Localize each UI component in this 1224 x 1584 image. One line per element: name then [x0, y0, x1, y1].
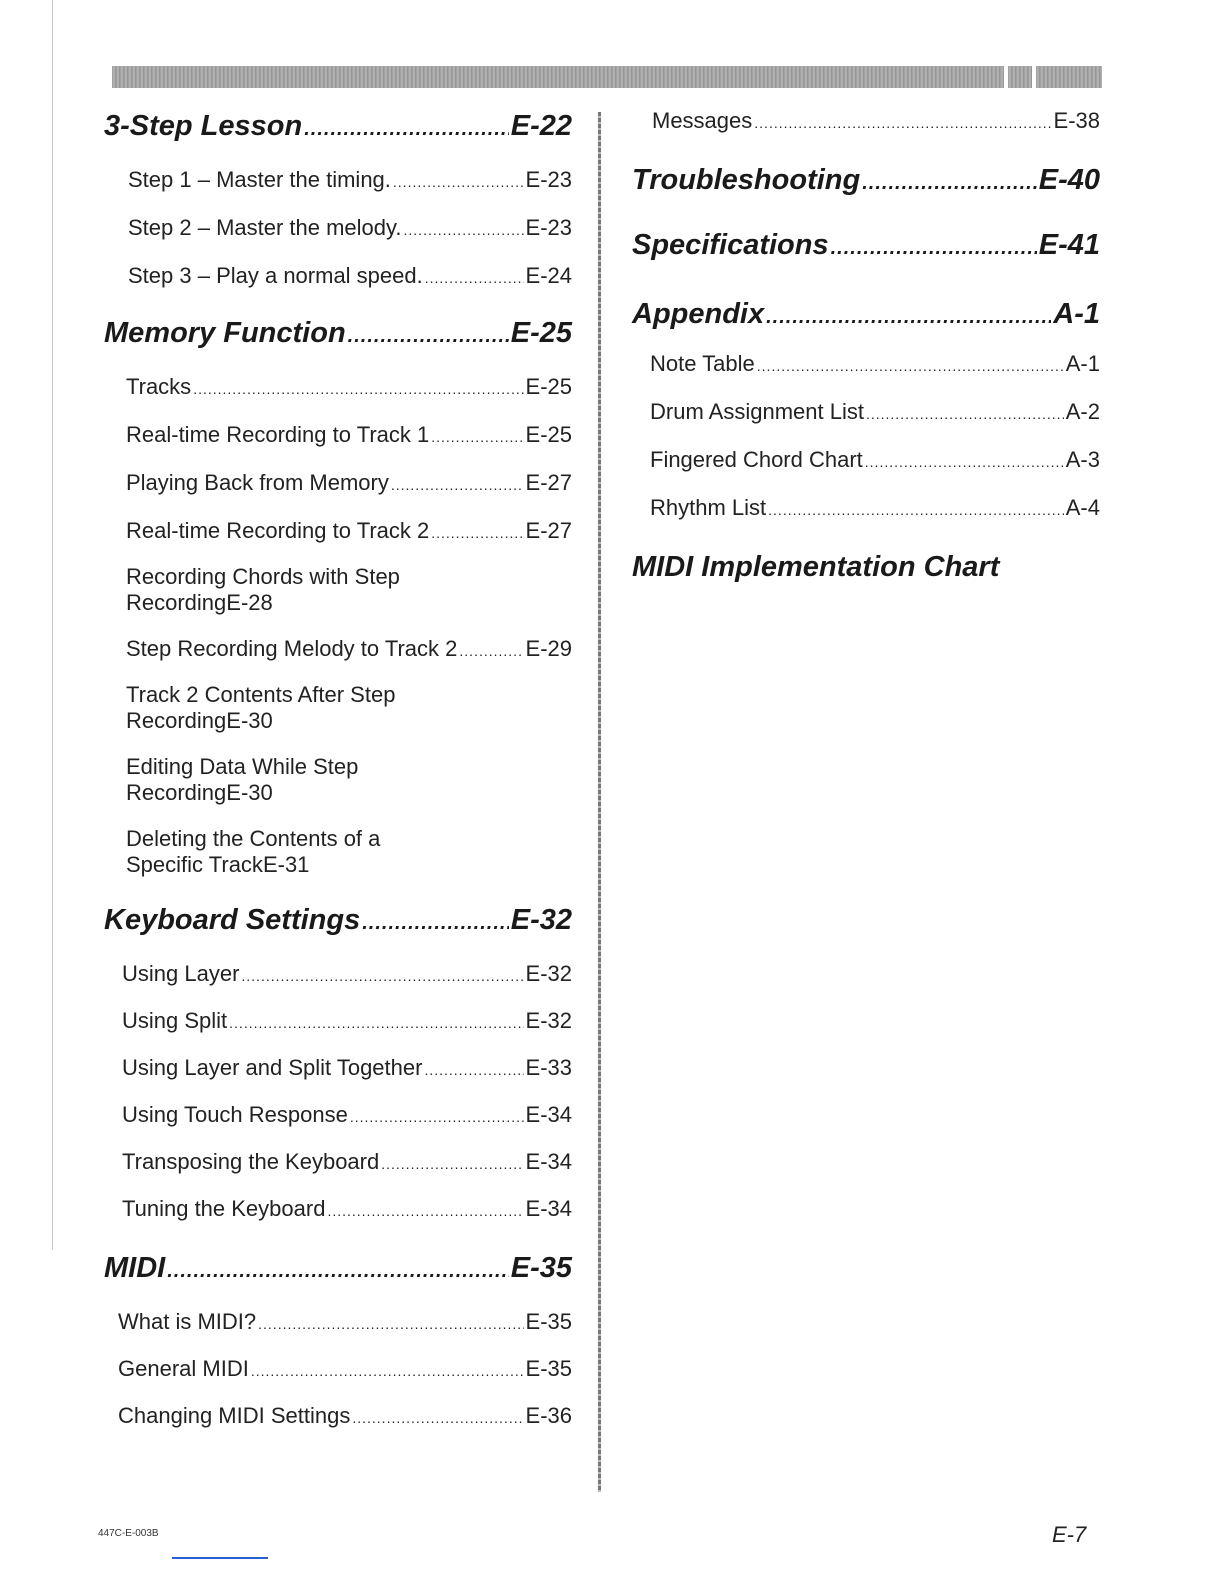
scan-left-edge	[52, 0, 53, 1250]
toc-right-column	[632, 108, 1100, 584]
entry-page: E-35	[525, 1309, 572, 1334]
entry-title: General MIDI	[118, 1356, 249, 1381]
toc-heading-keyboard-settings[interactable]	[104, 904, 572, 937]
dot-leader	[393, 174, 524, 190]
toc-heading-midi-implementation-chart[interactable]	[632, 551, 1100, 584]
entry-page: E-34	[525, 1149, 572, 1174]
entry-page: E-32	[525, 1008, 572, 1033]
entry-page: E-27	[525, 470, 572, 495]
entry-page: E-29	[525, 636, 572, 661]
entry-title: Tracks	[126, 374, 192, 399]
entry-title-cont: Recording	[126, 590, 227, 615]
entry-title-cont: Recording	[126, 708, 227, 733]
entry-title: Playing Back from Memory	[126, 470, 389, 495]
entry-title: Step 1 – Master the timing.	[128, 167, 391, 192]
entry-page: E-31	[262, 852, 310, 877]
entry-page: E-30	[226, 708, 273, 733]
entry-title: Using Layer and Split Together	[122, 1055, 423, 1080]
heading-title: Memory Function	[104, 317, 346, 349]
toc-entry[interactable]	[122, 1149, 572, 1175]
heading-page: E-25	[510, 317, 572, 349]
toc-heading-memory-function[interactable]	[104, 317, 572, 350]
entry-page: E-27	[525, 518, 572, 543]
toc-entry[interactable]	[650, 351, 1100, 377]
entry-page: E-28	[226, 590, 273, 615]
dot-leader	[167, 1260, 509, 1283]
entry-title: Using Layer	[122, 961, 240, 986]
entry-title: Fingered Chord Chart	[650, 447, 863, 472]
toc-entry[interactable]	[126, 470, 572, 496]
toc-entry[interactable]	[122, 1055, 572, 1081]
entry-page: E-33	[525, 1055, 572, 1080]
entry-page: E-25	[525, 422, 572, 447]
entry-page: E-38	[1053, 108, 1100, 133]
toc-entry[interactable]	[126, 754, 572, 806]
heading-page: E-22	[510, 110, 572, 142]
dot-leader	[425, 270, 524, 286]
entry-page: E-36	[525, 1403, 572, 1428]
entry-page: E-24	[525, 263, 572, 288]
page-number: E-7	[1052, 1522, 1087, 1547]
dot-leader	[348, 325, 509, 348]
dot-leader	[251, 1363, 524, 1379]
dot-leader	[258, 1316, 523, 1332]
dot-leader	[754, 115, 1051, 131]
dot-leader	[768, 502, 1064, 518]
entry-title: Track 2 Contents After Step	[126, 682, 396, 707]
entry-title: Step 2 – Master the melody.	[128, 215, 402, 240]
entry-page: E-30	[226, 780, 273, 805]
entry-title: Real-time Recording to Track 1	[126, 422, 430, 447]
heading-title: MIDI Implementation Chart	[632, 551, 1000, 583]
dot-leader	[459, 643, 523, 659]
toc-entry[interactable]	[122, 1196, 572, 1222]
entry-title: Transposing the Keyboard	[122, 1149, 380, 1174]
dot-leader	[404, 222, 524, 238]
header-bar	[112, 66, 1102, 88]
toc-entry[interactable]	[126, 636, 572, 662]
entry-title: Messages	[652, 108, 753, 133]
entry-page: A-2	[1065, 399, 1100, 424]
entry-page: E-34	[525, 1196, 572, 1221]
toc-entry[interactable]	[128, 215, 572, 241]
toc-entry[interactable]	[126, 564, 572, 616]
dot-leader	[866, 406, 1064, 422]
dot-leader	[362, 912, 509, 935]
entry-title: Recording Chords with Step	[126, 564, 400, 589]
entry-page: A-4	[1065, 495, 1100, 520]
toc-left-column	[104, 108, 572, 1429]
toc-heading-specifications[interactable]	[632, 229, 1100, 262]
heading-title: Keyboard Settings	[104, 904, 361, 936]
toc-heading-troubleshooting[interactable]	[632, 164, 1100, 197]
dot-leader	[391, 477, 524, 493]
entry-title: Real-time Recording to Track 2	[126, 518, 430, 543]
entry-title: Note Table	[650, 351, 755, 376]
heading-page: A-1	[1053, 298, 1100, 330]
heading-title: 3-Step Lesson	[104, 110, 303, 142]
entry-title-cont: Recording	[126, 780, 227, 805]
dot-leader	[241, 968, 523, 984]
toc-entry[interactable]	[118, 1403, 572, 1429]
toc-entry[interactable]	[126, 518, 572, 544]
dot-leader	[862, 172, 1037, 195]
heading-page: E-35	[510, 1252, 572, 1284]
entry-title: Changing MIDI Settings	[118, 1403, 351, 1428]
heading-title: Specifications	[632, 229, 829, 261]
toc-entry[interactable]	[126, 374, 572, 400]
dot-leader	[229, 1015, 523, 1031]
entry-page: E-23	[525, 215, 572, 240]
dot-leader	[757, 358, 1064, 374]
dot-leader	[381, 1156, 523, 1172]
entry-page: E-34	[525, 1102, 572, 1127]
toc-heading-appendix[interactable]	[632, 298, 1100, 331]
entry-title: Drum Assignment List	[650, 399, 864, 424]
toc-heading-midi[interactable]	[104, 1252, 572, 1285]
column-divider	[598, 112, 601, 1492]
heading-page: E-41	[1038, 229, 1100, 261]
toc-entry[interactable]	[122, 1102, 572, 1128]
entry-title: Rhythm List	[650, 495, 767, 520]
entry-page: E-32	[525, 961, 572, 986]
dot-leader	[352, 1410, 523, 1426]
dot-leader	[304, 118, 509, 141]
entry-title: Using Split	[122, 1008, 228, 1033]
toc-entry[interactable]	[126, 682, 572, 734]
dot-leader	[327, 1203, 523, 1219]
entry-title-cont: Specific Track	[126, 852, 263, 877]
entry-page: E-35	[525, 1356, 572, 1381]
dot-leader	[766, 306, 1051, 329]
document-code: 447C-E-003B	[98, 1528, 159, 1539]
toc-entry[interactable]	[650, 495, 1100, 521]
entry-title: Editing Data While Step	[126, 754, 359, 779]
toc-entry[interactable]	[118, 1356, 572, 1382]
entry-title: Tuning the Keyboard	[122, 1196, 326, 1221]
footer-rule	[172, 1557, 268, 1559]
dot-leader	[865, 454, 1064, 470]
heading-title: Appendix	[632, 298, 765, 330]
toc-entry[interactable]	[126, 826, 572, 878]
dot-leader	[350, 1109, 524, 1125]
toc-entry[interactable]	[128, 263, 572, 289]
dot-leader	[193, 381, 523, 397]
dot-leader	[431, 525, 523, 541]
entry-page: E-25	[525, 374, 572, 399]
toc-entry[interactable]	[122, 961, 572, 987]
toc-entry[interactable]	[126, 422, 572, 448]
heading-title: Troubleshooting	[632, 164, 861, 196]
entry-page: A-1	[1065, 351, 1100, 376]
entry-title: Step 3 – Play a normal speed.	[128, 263, 423, 288]
dot-leader	[424, 1062, 523, 1078]
toc-entry[interactable]	[650, 399, 1100, 425]
entry-page: A-3	[1065, 447, 1100, 472]
toc-heading-3-step-lesson[interactable]	[104, 110, 572, 143]
heading-page: E-40	[1038, 164, 1100, 196]
heading-title: MIDI	[104, 1252, 166, 1284]
dot-leader	[431, 429, 523, 445]
entry-title: Deleting the Contents of a	[126, 826, 381, 851]
heading-page: E-32	[510, 904, 572, 936]
toc-entry[interactable]	[632, 108, 1100, 134]
entry-title: Using Touch Response	[122, 1102, 348, 1127]
toc-entry[interactable]	[128, 167, 572, 193]
entry-title: Step Recording Melody to Track 2	[126, 636, 458, 661]
toc-entry[interactable]	[122, 1008, 572, 1034]
toc-entry[interactable]	[118, 1309, 572, 1335]
toc-entry[interactable]	[650, 447, 1100, 473]
entry-title: What is MIDI?	[118, 1309, 257, 1334]
entry-page: E-23	[525, 167, 572, 192]
dot-leader	[831, 237, 1037, 260]
